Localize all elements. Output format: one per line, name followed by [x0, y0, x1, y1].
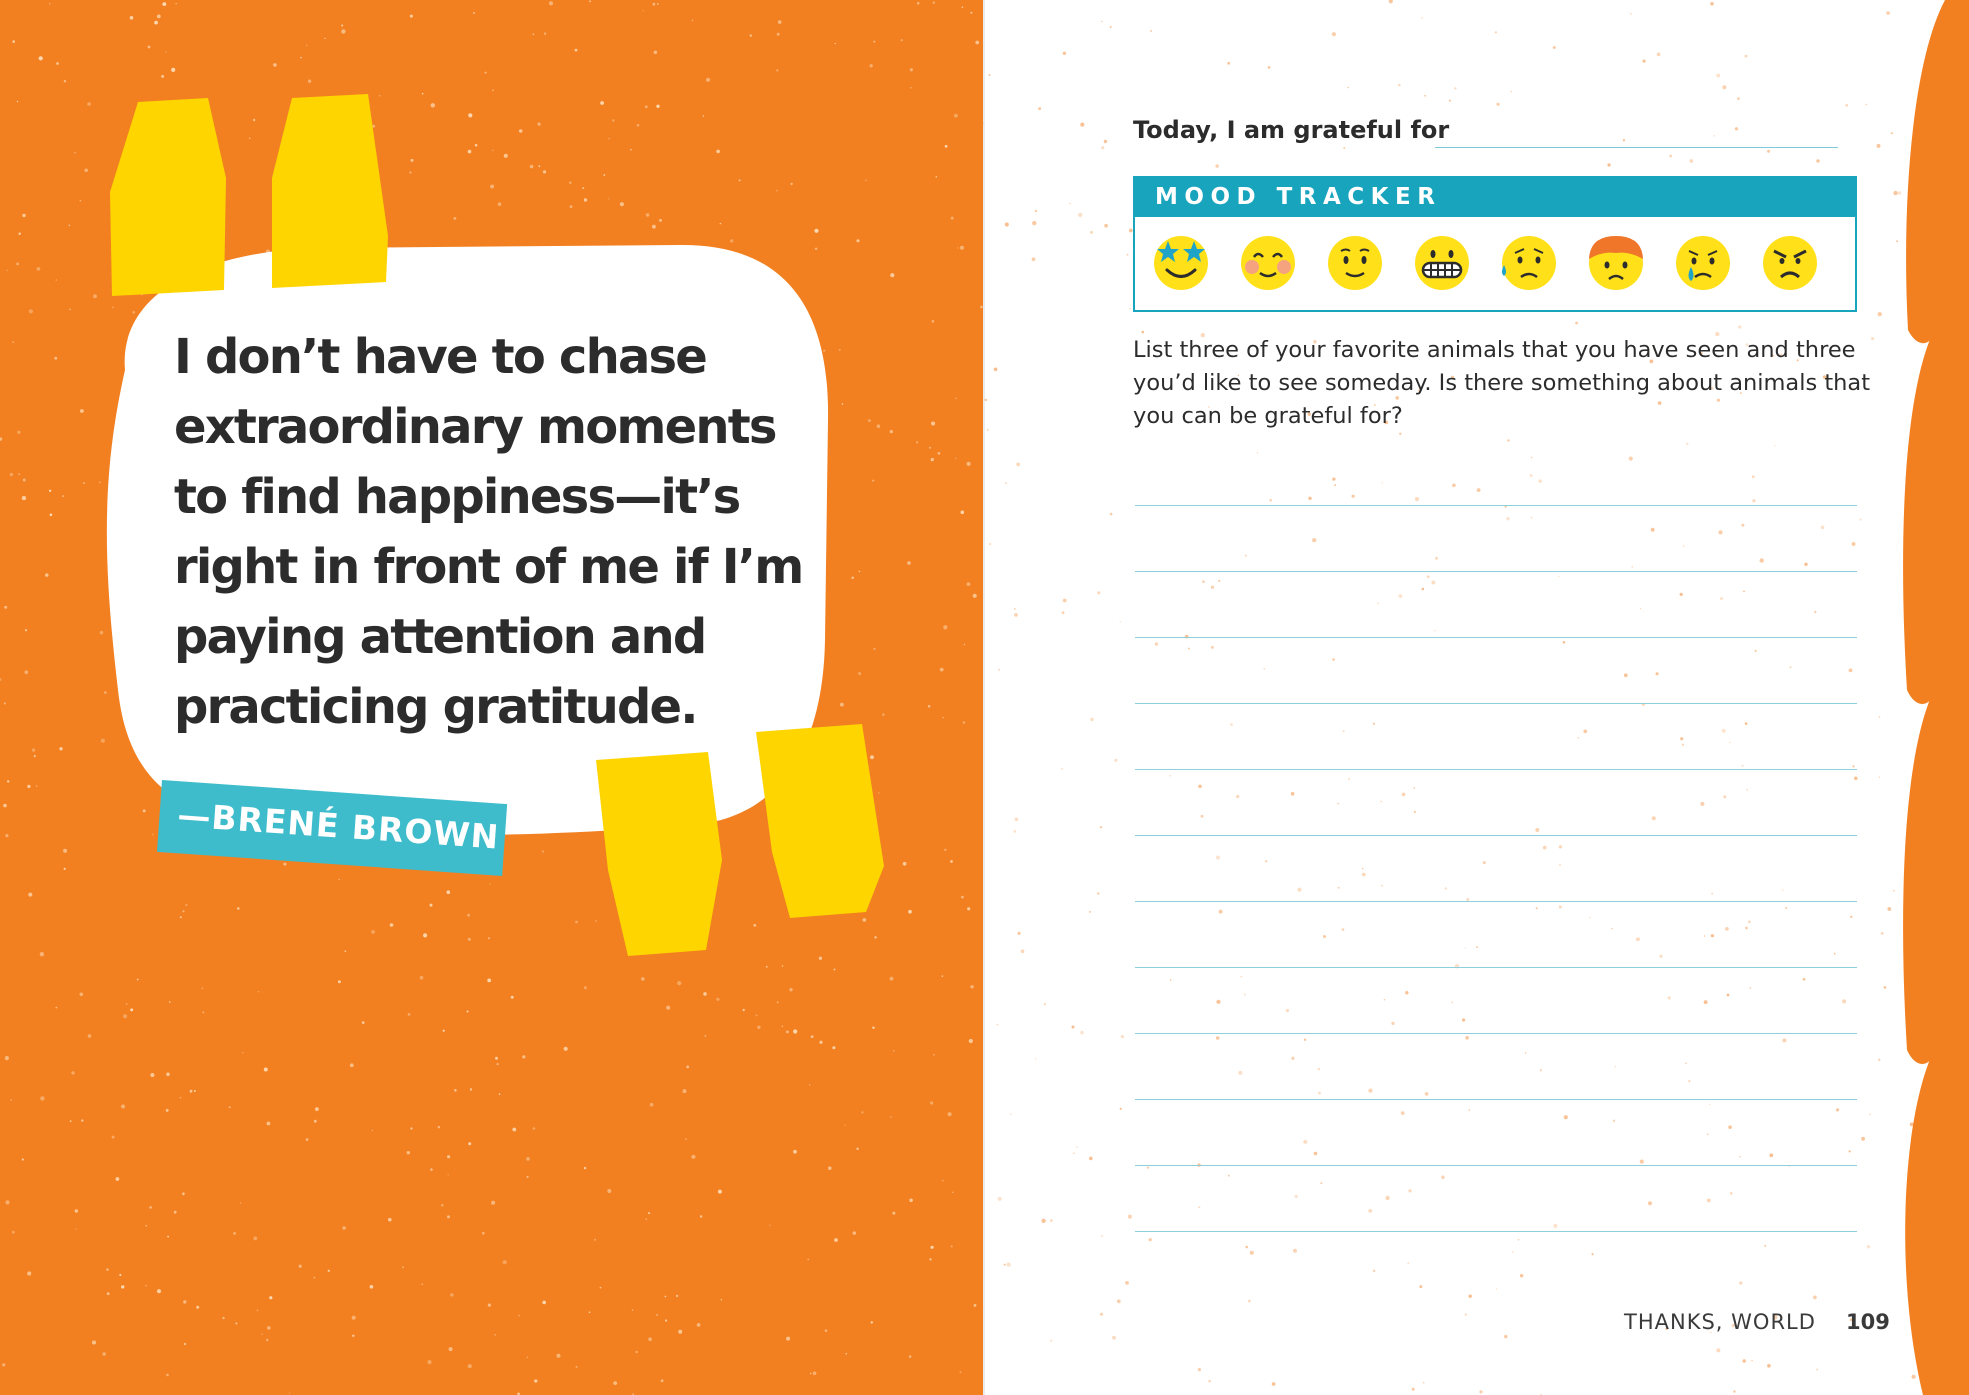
- writing-line[interactable]: [1135, 835, 1857, 836]
- flushed-face-icon[interactable]: [1584, 229, 1648, 293]
- book-gutter: [983, 0, 985, 1395]
- writing-line[interactable]: [1135, 901, 1857, 902]
- writing-line[interactable]: [1135, 571, 1857, 572]
- writing-line[interactable]: [1135, 637, 1857, 638]
- mood-tracker: [1133, 176, 1857, 312]
- quote-line: right in front of me if I’m: [174, 539, 803, 595]
- writing-line[interactable]: [1135, 967, 1857, 968]
- mood-tracker-header: [1135, 178, 1855, 217]
- journal-prompt: List three of your favorite animals that you have seen and three you’d like to see someday. Is there something about animals that you can be grateful for?: [1133, 337, 1871, 429]
- grimacing-face-icon[interactable]: [1410, 229, 1474, 293]
- crying-face-icon[interactable]: [1671, 229, 1735, 293]
- mood-tracker-title: MOOD TRACKER: [1155, 184, 1442, 210]
- quote-text: [174, 322, 824, 742]
- writing-line[interactable]: [1135, 1033, 1857, 1034]
- writing-line[interactable]: [1135, 1099, 1857, 1100]
- grateful-writing-line[interactable]: [1435, 147, 1838, 148]
- star-eyes-face-icon[interactable]: [1149, 229, 1213, 293]
- quote-line: extraordinary moments: [174, 399, 776, 455]
- smiling-face-icon[interactable]: [1323, 229, 1387, 293]
- quote-line: to find happiness—it’s: [174, 469, 740, 525]
- writing-line[interactable]: [1135, 1231, 1857, 1232]
- quote-line: paying attention and: [174, 609, 706, 665]
- running-footer-title: THANKS, WORLD: [1624, 1310, 1816, 1334]
- author-name: —BRENÉ BROWN: [176, 795, 501, 857]
- writing-line[interactable]: [1135, 1165, 1857, 1166]
- writing-line[interactable]: [1135, 769, 1857, 770]
- writing-line[interactable]: [1135, 505, 1857, 506]
- anxious-sweat-face-icon[interactable]: [1497, 229, 1561, 293]
- angry-face-icon[interactable]: [1758, 229, 1822, 293]
- quote-line: practicing gratitude.: [174, 679, 697, 735]
- quote-line: I don’t have to chase: [174, 329, 707, 385]
- writing-line[interactable]: [1135, 703, 1857, 704]
- page-number: 109: [1846, 1310, 1890, 1334]
- blushing-face-icon[interactable]: [1236, 229, 1300, 293]
- right-page: [983, 0, 1969, 1395]
- left-page: [0, 0, 983, 1395]
- grateful-prompt-label: Today, I am grateful for: [1133, 116, 1450, 144]
